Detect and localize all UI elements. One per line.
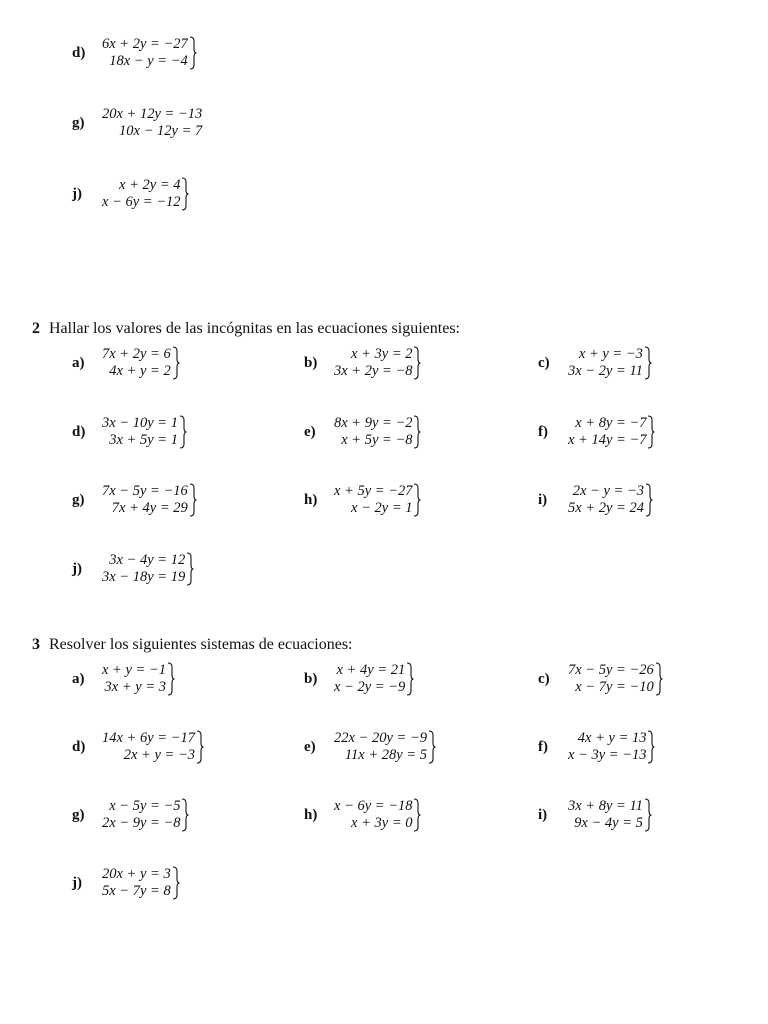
right-brace-icon — [406, 662, 414, 696]
section-2-heading — [32, 320, 460, 338]
system-3h — [304, 798, 421, 832]
equation-2: x − 6y = −12 — [102, 194, 181, 210]
system-3c — [538, 662, 663, 696]
system-2f — [538, 415, 655, 449]
system-label: j) — [72, 874, 82, 891]
system-label: f) — [538, 423, 548, 440]
right-brace-icon — [428, 730, 436, 764]
equation-1: 3x + 8y = 11 — [568, 798, 643, 814]
equation-system — [102, 106, 202, 140]
equation-2: 5x + 2y = 24 — [568, 500, 644, 516]
equation-2: x + 5y = −8 — [341, 432, 413, 448]
equation-2: 5x − 7y = 8 — [102, 883, 171, 899]
right-brace-icon — [644, 346, 652, 380]
equation-2: 3x − 2y = 11 — [568, 363, 643, 379]
right-brace-icon — [647, 415, 655, 449]
right-brace-icon — [181, 177, 189, 211]
equation-1: x − 5y = −5 — [109, 798, 181, 814]
equation-1: 2x − y = −3 — [572, 483, 644, 499]
system-3f — [538, 730, 655, 764]
equation-1: x + y = −3 — [578, 346, 643, 362]
right-brace-icon — [189, 36, 197, 70]
right-brace-icon — [647, 730, 655, 764]
system-2j — [72, 552, 194, 586]
equation-system — [102, 36, 197, 70]
equation-2: 18x − y = −4 — [109, 53, 188, 69]
equation-1: 7x − 5y = −16 — [102, 483, 188, 499]
equation-2: 7x + 4y = 29 — [111, 500, 188, 516]
system-label: g) — [72, 806, 85, 823]
system-2c — [538, 346, 652, 380]
right-brace-icon — [172, 346, 180, 380]
equation-1: 6x + 2y = −27 — [102, 36, 188, 52]
system-label: j) — [72, 560, 82, 577]
system-label: i) — [538, 806, 548, 823]
equation-1: 20x + y = 3 — [102, 866, 171, 882]
system-label: a) — [72, 354, 85, 371]
system-3b — [304, 662, 414, 696]
equation-system — [102, 177, 189, 211]
top-system-j — [72, 177, 189, 211]
right-brace-icon — [179, 415, 187, 449]
equation-1: 14x + 6y = −17 — [102, 730, 195, 746]
system-label: h) — [304, 491, 318, 508]
equation-2: 2x − 9y = −8 — [102, 815, 181, 831]
system-label: d) — [72, 738, 86, 755]
system-label: a) — [72, 670, 85, 687]
system-2d — [72, 415, 187, 449]
system-2a — [72, 346, 180, 380]
equation-1: x + 4y = 21 — [336, 662, 406, 678]
system-2i — [538, 483, 653, 517]
system-3a — [72, 662, 175, 696]
right-brace-icon — [167, 662, 175, 696]
top-system-g — [72, 106, 202, 140]
equation-2: x + 3y = 0 — [351, 815, 413, 831]
equation-2: 3x − 18y = 19 — [102, 569, 186, 585]
equation-1: 3x − 4y = 12 — [109, 552, 186, 568]
right-brace-icon — [181, 798, 189, 832]
right-brace-icon — [172, 866, 180, 900]
system-label: h) — [304, 806, 318, 823]
equation-1: 7x + 2y = 6 — [102, 346, 171, 362]
system-label: b) — [304, 670, 318, 687]
equation-1: x − 6y = −18 — [334, 798, 413, 814]
equation-2: x − 2y = 1 — [351, 500, 413, 516]
right-brace-icon — [645, 483, 653, 517]
equation-2: 3x + 2y = −8 — [334, 363, 413, 379]
system-2e — [304, 415, 421, 449]
system-label: d) — [72, 423, 86, 440]
system-label: j) — [72, 185, 82, 202]
equation-1: x + 8y = −7 — [575, 415, 647, 431]
system-label: i) — [538, 491, 548, 508]
section-number: 3 — [32, 636, 40, 653]
section-number: 2 — [32, 320, 40, 337]
equation-1: 20x + 12y = −13 — [102, 106, 203, 122]
right-brace-icon — [186, 552, 194, 586]
section-title: Hallar los valores de las incógnitas en las ecuaciones siguientes: — [49, 320, 460, 337]
equation-1: 8x + 9y = −2 — [334, 415, 413, 431]
equation-1: 4x + y = 13 — [577, 730, 647, 746]
equation-1: x + 2y = 4 — [119, 177, 181, 193]
right-brace-icon — [413, 798, 421, 832]
equation-1: 22x − 20y = −9 — [334, 730, 427, 746]
equation-2: x − 3y = −13 — [568, 747, 647, 763]
system-3d — [72, 730, 204, 764]
equation-2: x − 2y = −9 — [334, 679, 406, 695]
system-label: c) — [538, 670, 550, 687]
equation-2: 11x + 28y = 5 — [344, 747, 427, 763]
system-label: g) — [72, 491, 85, 508]
right-brace-icon — [196, 730, 204, 764]
equation-2: 9x − 4y = 5 — [574, 815, 643, 831]
equation-2: 3x + y = 3 — [104, 679, 166, 695]
system-label: f) — [538, 738, 548, 755]
section-title: Resolver los siguientes sistemas de ecuaciones: — [49, 636, 353, 653]
system-label: g) — [72, 114, 85, 131]
system-3j — [72, 866, 180, 900]
right-brace-icon — [644, 798, 652, 832]
equation-1: 7x − 5y = −26 — [568, 662, 654, 678]
equation-2: 4x + y = 2 — [109, 363, 171, 379]
equation-2: 10x − 12y = 7 — [119, 123, 203, 139]
system-2g — [72, 483, 197, 517]
system-2b — [304, 346, 421, 380]
equation-2: x − 7y = −10 — [575, 679, 654, 695]
right-brace-icon — [413, 346, 421, 380]
equation-1: x + y = −1 — [102, 662, 166, 678]
system-label: e) — [304, 423, 316, 440]
equation-2: 2x + y = −3 — [123, 747, 195, 763]
equation-1: x + 5y = −27 — [334, 483, 413, 499]
system-3i — [538, 798, 652, 832]
right-brace-icon — [655, 662, 663, 696]
right-brace-icon — [189, 483, 197, 517]
section-3-heading — [32, 636, 352, 654]
right-brace-icon — [413, 483, 421, 517]
system-label: b) — [304, 354, 318, 371]
system-label: c) — [538, 354, 550, 371]
equation-2: 3x + 5y = 1 — [109, 432, 178, 448]
system-3e — [304, 730, 436, 764]
system-3g — [72, 798, 189, 832]
top-system-d — [72, 36, 197, 70]
system-label: d) — [72, 44, 86, 61]
equation-2: x + 14y = −7 — [568, 432, 647, 448]
equation-1: 3x − 10y = 1 — [102, 415, 178, 431]
system-label: e) — [304, 738, 316, 755]
right-brace-icon — [413, 415, 421, 449]
system-2h — [304, 483, 421, 517]
equation-1: x + 3y = 2 — [351, 346, 413, 362]
